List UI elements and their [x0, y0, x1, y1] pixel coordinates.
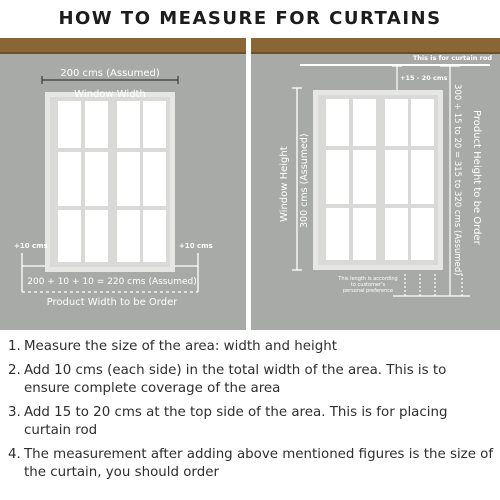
instruction-step-1	[8, 338, 494, 356]
height-dimension-label: 300 cms (Assumed)	[299, 133, 310, 228]
right-wood-beam	[251, 38, 500, 54]
measurement-diagram	[0, 38, 500, 330]
top-extension-label: +15 - 20 cms	[400, 74, 448, 82]
right-panel	[251, 38, 500, 330]
instruction-step-4	[8, 446, 494, 482]
right-extension-label: +10 cms	[179, 242, 213, 250]
top-dimension-label: 200 cms (Assumed)	[60, 68, 160, 79]
step-number: 3.	[8, 405, 21, 420]
rod-note: This is for curtain rod	[412, 54, 492, 62]
instruction-step-3	[8, 404, 494, 440]
left-wood-beam	[0, 38, 246, 54]
window-height-label: Window Height	[279, 146, 290, 222]
step-text: Add 10 cms (each side) in the total width of the area. This is to ensure complete coverage of the area	[24, 363, 447, 396]
step-number: 4.	[8, 447, 21, 462]
right-window	[313, 90, 443, 270]
total-width-label: 200 + 10 + 10 = 220 cms (Assumed)	[27, 277, 197, 287]
step-text: Measure the size of the area: width and height	[24, 339, 337, 354]
length-note-line-2: to customer's	[350, 282, 386, 288]
page-title: HOW TO MEASURE FOR CURTAINS	[58, 8, 442, 29]
instruction-step-2	[8, 362, 494, 398]
left-window	[45, 92, 175, 272]
left-extension-label: +10 cms	[14, 242, 48, 250]
step-number: 2.	[8, 363, 21, 378]
length-note-line-3: personal preference	[342, 288, 394, 294]
window-width-label: Window Width	[74, 89, 146, 100]
step-text: The measurement after adding above mentioned figures is the size of the curtain, you should order	[24, 447, 494, 480]
step-text: Add 15 to 20 cms at the top side of the area. This is for placing curtain rod	[24, 405, 448, 438]
product-width-label: Product Width to be Order	[46, 297, 178, 308]
product-height-label: Product Height to be Order	[471, 110, 482, 245]
instruction-list	[8, 338, 494, 488]
total-height-label: 300 + 15 to 20 = 315 to 320 cms (Assumed)	[452, 84, 462, 276]
step-number: 1.	[8, 339, 21, 354]
length-note-line-1: This length is according	[338, 276, 398, 282]
left-panel	[0, 38, 246, 330]
